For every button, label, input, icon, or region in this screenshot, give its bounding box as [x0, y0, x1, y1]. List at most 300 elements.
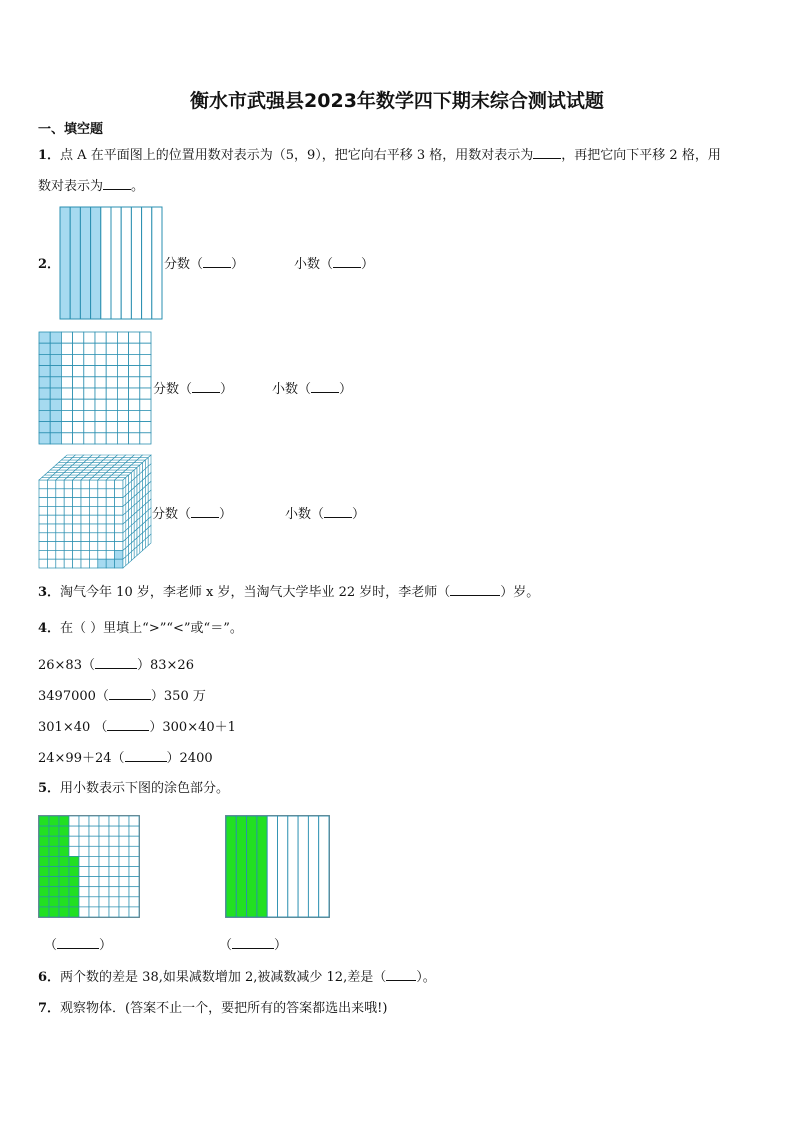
- grid-cell: [99, 856, 109, 866]
- grid-cell: [73, 332, 84, 343]
- cube-front-cell: [56, 533, 64, 542]
- grid-cell: [49, 867, 59, 877]
- cube-front-cell: [56, 524, 64, 533]
- grid-cell: [140, 433, 151, 444]
- grid-cell: [109, 897, 119, 907]
- grid-cell: [119, 907, 129, 917]
- grid-cell: [109, 856, 119, 866]
- answer-blank[interactable]: [107, 719, 149, 731]
- grid-cell: [119, 856, 129, 866]
- grid-cell: [129, 354, 140, 365]
- cube-front-cell: [64, 498, 72, 507]
- cube-front-cell: [98, 480, 106, 489]
- grid-cell: [106, 354, 117, 365]
- grid-cell: [79, 867, 89, 877]
- grid-cell: [50, 343, 61, 354]
- grid-cell: [129, 836, 139, 846]
- question-1-line-1: [38, 147, 721, 164]
- cube-front-cell: [64, 515, 72, 524]
- grid-cell: [119, 836, 129, 846]
- grid-cell: [69, 907, 79, 917]
- decimal-answer: （ ）: [44, 938, 113, 953]
- grid-cell: [99, 877, 109, 887]
- question-7: 7．观察物体．(答案不止一个，要把所有的答案都选出来哦!): [38, 1001, 388, 1016]
- grid-cell: [73, 377, 84, 388]
- page-title: 衡水市武强县2023年数学四下期末综合测试试题: [190, 90, 604, 112]
- grid-cell: [73, 410, 84, 421]
- cube-front-cell: [89, 524, 97, 533]
- strip-cell: [91, 207, 101, 319]
- cube-front-cell: [115, 515, 123, 524]
- answer-blank[interactable]: [533, 147, 561, 159]
- cube-front-cell: [39, 524, 47, 533]
- question-number: 3．: [38, 585, 61, 600]
- grid-cell: [39, 877, 49, 887]
- strip-cell: [298, 816, 308, 917]
- grid-cell: [95, 377, 106, 388]
- grid-cell: [79, 826, 89, 836]
- grid-cell: [89, 867, 99, 877]
- question-4: 4．在（ ）里填上“>”“<”或“＝”。: [38, 621, 243, 636]
- grid-cell: [69, 836, 79, 846]
- answer-blank[interactable]: [450, 584, 500, 596]
- grid-cell: [95, 388, 106, 399]
- cube-front-cell: [64, 506, 72, 515]
- grid-cell: [49, 816, 59, 826]
- cube-front-cell: [73, 489, 81, 498]
- grid-cell: [140, 354, 151, 365]
- grid-cell: [50, 410, 61, 421]
- grid-cell: [50, 433, 61, 444]
- hundred-grid-figure: [38, 331, 152, 445]
- question-1-line-2: [38, 178, 144, 195]
- grid-cell: [73, 433, 84, 444]
- answer-blank[interactable]: [192, 381, 220, 393]
- grid-cell: [39, 856, 49, 866]
- cube-front-cell: [115, 559, 123, 568]
- grid-cell: [84, 366, 95, 377]
- grid-cell: [39, 399, 50, 410]
- cube-front-cell: [39, 550, 47, 559]
- grid-cell: [109, 826, 119, 836]
- grid-cell: [79, 836, 89, 846]
- green-ten-strip-figure: [225, 815, 330, 918]
- grid-cell: [109, 816, 119, 826]
- grid-cell: [79, 887, 89, 897]
- cube-front-cell: [73, 550, 81, 559]
- compare-item: 3497000（ ）350 万: [38, 689, 206, 704]
- cube-front-cell: [64, 489, 72, 498]
- grid-cell: [84, 410, 95, 421]
- grid-cell: [39, 422, 50, 433]
- grid-cell: [84, 354, 95, 365]
- cube-front-cell: [39, 542, 47, 551]
- cube-front-cell: [47, 533, 55, 542]
- grid-cell: [129, 388, 140, 399]
- grid-cell: [79, 877, 89, 887]
- grid-cell: [140, 388, 151, 399]
- cube-front-cell: [39, 515, 47, 524]
- cube-front-cell: [89, 506, 97, 515]
- cube-front-cell: [64, 550, 72, 559]
- grid-cell: [49, 826, 59, 836]
- ten-strip-figure: [59, 206, 163, 320]
- grid-cell: [39, 366, 50, 377]
- cube-front-cell: [47, 542, 55, 551]
- grid-cell: [39, 836, 49, 846]
- cube-front-cell: [106, 550, 114, 559]
- grid-cell: [79, 816, 89, 826]
- grid-cell: [39, 343, 50, 354]
- strip-cell: [101, 207, 111, 319]
- grid-cell: [99, 907, 109, 917]
- grid-cell: [119, 826, 129, 836]
- grid-cell: [129, 422, 140, 433]
- grid-cell: [129, 433, 140, 444]
- grid-cell: [49, 897, 59, 907]
- grid-cell: [140, 343, 151, 354]
- cube-front-cell: [115, 550, 123, 559]
- question-number: 1．: [38, 148, 61, 163]
- cube-front-cell: [81, 480, 89, 489]
- cube-front-cell: [73, 506, 81, 515]
- answer-blank[interactable]: [95, 657, 137, 669]
- grid-cell: [89, 816, 99, 826]
- grid-cell: [129, 816, 139, 826]
- grid-cell: [59, 846, 69, 856]
- grid-cell: [129, 332, 140, 343]
- grid-cell: [109, 907, 119, 917]
- grid-cell: [49, 877, 59, 887]
- grid-cell: [119, 816, 129, 826]
- grid-cell: [89, 887, 99, 897]
- grid-cell: [117, 422, 128, 433]
- cube-front-cell: [106, 533, 114, 542]
- grid-cell: [73, 388, 84, 399]
- answer-blank[interactable]: [191, 506, 219, 518]
- grid-cell: [39, 433, 50, 444]
- strip-cell: [121, 207, 131, 319]
- grid-cell: [69, 816, 79, 826]
- grid-cell: [61, 422, 72, 433]
- grid-cell: [59, 897, 69, 907]
- question-number: 6．: [38, 970, 61, 985]
- grid-cell: [109, 877, 119, 887]
- decimal-answer: 小数（ ）: [285, 507, 366, 522]
- strip-cell: [80, 207, 90, 319]
- grid-cell: [89, 877, 99, 887]
- grid-cell: [89, 856, 99, 866]
- answer-blank[interactable]: [109, 688, 151, 700]
- decimal-answer: 小数（ ）: [272, 382, 353, 397]
- cube-front-cell: [81, 524, 89, 533]
- grid-cell: [59, 836, 69, 846]
- grid-cell: [129, 877, 139, 887]
- grid-cell: [95, 343, 106, 354]
- strip-cell: [288, 816, 298, 917]
- question-number: 7．: [38, 1001, 61, 1016]
- compare-item: 24×99＋24（ ）2400: [38, 751, 213, 766]
- grid-cell: [79, 856, 89, 866]
- question-text: 点 A 在平面图上的位置用数对表示为（5，9），把它向右平移 3 格，用数对表示为: [60, 148, 534, 163]
- grid-cell: [50, 399, 61, 410]
- grid-cell: [106, 410, 117, 421]
- grid-cell: [73, 354, 84, 365]
- section-header: 一、填空题: [38, 122, 104, 137]
- question-number: 5．: [38, 781, 61, 796]
- grid-cell: [59, 907, 69, 917]
- grid-cell: [61, 433, 72, 444]
- grid-cell: [117, 433, 128, 444]
- cube-front-cell: [115, 524, 123, 533]
- grid-cell: [95, 366, 106, 377]
- grid-cell: [95, 422, 106, 433]
- grid-cell: [73, 366, 84, 377]
- strip-cell: [226, 816, 236, 917]
- cube-front-cell: [98, 524, 106, 533]
- cube-front-cell: [115, 498, 123, 507]
- cube-front-cell: [73, 542, 81, 551]
- grid-cell: [129, 897, 139, 907]
- strip-cell: [111, 207, 121, 319]
- grid-cell: [73, 343, 84, 354]
- cube-front-cell: [98, 515, 106, 524]
- grid-cell: [49, 836, 59, 846]
- grid-cell: [49, 907, 59, 917]
- cube-front-cell: [47, 506, 55, 515]
- grid-cell: [39, 410, 50, 421]
- cube-front-cell: [98, 550, 106, 559]
- grid-cell: [129, 377, 140, 388]
- grid-cell: [106, 332, 117, 343]
- question-5: 5．用小数表示下图的涂色部分。: [38, 781, 230, 796]
- grid-cell: [79, 897, 89, 907]
- grid-cell: [106, 388, 117, 399]
- grid-cell: [140, 422, 151, 433]
- grid-cell: [129, 366, 140, 377]
- grid-cell: [59, 826, 69, 836]
- grid-cell: [50, 366, 61, 377]
- strip-cell: [308, 816, 318, 917]
- cube-front-cell: [56, 480, 64, 489]
- cube-front-cell: [106, 489, 114, 498]
- grid-cell: [84, 377, 95, 388]
- answer-blank[interactable]: [311, 381, 339, 393]
- cube-front-cell: [47, 524, 55, 533]
- grid-cell: [69, 877, 79, 887]
- cube-front-cell: [81, 533, 89, 542]
- grid-cell: [106, 399, 117, 410]
- answer-blank[interactable]: [125, 750, 167, 762]
- cube-front-cell: [106, 524, 114, 533]
- cube-front-cell: [73, 559, 81, 568]
- grid-cell: [129, 846, 139, 856]
- grid-cell: [99, 826, 109, 836]
- cube-front-cell: [81, 489, 89, 498]
- grid-cell: [39, 388, 50, 399]
- grid-cell: [69, 856, 79, 866]
- grid-cell: [50, 388, 61, 399]
- cube-front-cell: [89, 489, 97, 498]
- cube-front-cell: [98, 559, 106, 568]
- grid-cell: [79, 907, 89, 917]
- cube-front-cell: [73, 515, 81, 524]
- grid-cell: [117, 399, 128, 410]
- cube-front-cell: [89, 542, 97, 551]
- strip-cell: [142, 207, 152, 319]
- grid-cell: [61, 410, 72, 421]
- cube-front-cell: [81, 498, 89, 507]
- grid-cell: [61, 343, 72, 354]
- grid-cell: [61, 354, 72, 365]
- cube-front-cell: [106, 480, 114, 489]
- grid-cell: [129, 907, 139, 917]
- grid-cell: [140, 399, 151, 410]
- grid-cell: [99, 887, 109, 897]
- grid-cell: [117, 343, 128, 354]
- grid-cell: [106, 422, 117, 433]
- cube-front-cell: [64, 542, 72, 551]
- grid-cell: [69, 887, 79, 897]
- grid-cell: [84, 433, 95, 444]
- grid-cell: [50, 354, 61, 365]
- grid-cell: [39, 907, 49, 917]
- grid-cell: [61, 377, 72, 388]
- grid-cell: [49, 887, 59, 897]
- question-text: 。: [131, 179, 145, 194]
- answer-blank[interactable]: [333, 256, 361, 268]
- cube-front-cell: [106, 542, 114, 551]
- cube-front-cell: [115, 542, 123, 551]
- cube-front-cell: [106, 559, 114, 568]
- compare-item: 26×83（ ）83×26: [38, 658, 194, 673]
- cube-front-cell: [115, 480, 123, 489]
- grid-cell: [119, 877, 129, 887]
- grid-cell: [106, 343, 117, 354]
- cube-front-cell: [98, 498, 106, 507]
- grid-cell: [140, 410, 151, 421]
- grid-cell: [69, 826, 79, 836]
- cube-front-cell: [81, 515, 89, 524]
- strip-cell: [236, 816, 246, 917]
- cube-front-cell: [39, 506, 47, 515]
- answer-blank[interactable]: [386, 969, 416, 981]
- grid-cell: [89, 897, 99, 907]
- strip-cell: [131, 207, 141, 319]
- grid-cell: [39, 897, 49, 907]
- grid-cell: [140, 366, 151, 377]
- grid-cell: [84, 343, 95, 354]
- grid-cell: [39, 887, 49, 897]
- grid-cell: [39, 332, 50, 343]
- grid-cell: [73, 399, 84, 410]
- cube-front-cell: [115, 533, 123, 542]
- green-hundred-grid-figure: [38, 815, 140, 918]
- grid-cell: [95, 332, 106, 343]
- cube-front-cell: [56, 542, 64, 551]
- grid-cell: [89, 846, 99, 856]
- answer-blank[interactable]: [57, 937, 99, 949]
- grid-cell: [69, 846, 79, 856]
- question-number: 4．: [38, 621, 61, 636]
- question-6: 6．两个数的差是 38,如果减数增加 2,被减数减少 12,差是（ ）。: [38, 970, 436, 985]
- cube-front-cell: [56, 515, 64, 524]
- grid-cell: [50, 332, 61, 343]
- answer-blank[interactable]: [232, 937, 274, 949]
- cube-front-cell: [47, 498, 55, 507]
- grid-cell: [50, 377, 61, 388]
- cube-front-cell: [106, 498, 114, 507]
- thousand-cube-figure: [38, 454, 152, 569]
- answer-blank[interactable]: [103, 178, 131, 190]
- strip-cell: [70, 207, 80, 319]
- grid-cell: [129, 856, 139, 866]
- fraction-answer: 分数（ ）: [153, 382, 234, 397]
- grid-cell: [95, 410, 106, 421]
- grid-cell: [129, 343, 140, 354]
- grid-cell: [61, 332, 72, 343]
- strip-cell: [60, 207, 70, 319]
- cube-front-cell: [89, 480, 97, 489]
- cube-front-cell: [39, 533, 47, 542]
- grid-cell: [95, 354, 106, 365]
- grid-cell: [140, 332, 151, 343]
- grid-cell: [39, 816, 49, 826]
- grid-cell: [79, 846, 89, 856]
- cube-front-cell: [98, 542, 106, 551]
- grid-cell: [69, 897, 79, 907]
- cube-front-cell: [56, 506, 64, 515]
- grid-cell: [119, 897, 129, 907]
- cube-front-cell: [73, 498, 81, 507]
- grid-cell: [59, 867, 69, 877]
- grid-cell: [99, 867, 109, 877]
- cube-front-cell: [89, 550, 97, 559]
- grid-cell: [129, 826, 139, 836]
- grid-cell: [89, 836, 99, 846]
- answer-blank[interactable]: [203, 256, 231, 268]
- cube-front-cell: [64, 480, 72, 489]
- grid-cell: [109, 846, 119, 856]
- cube-front-cell: [39, 489, 47, 498]
- grid-cell: [89, 826, 99, 836]
- grid-cell: [73, 422, 84, 433]
- cube-front-cell: [73, 480, 81, 489]
- strip-cell: [267, 816, 277, 917]
- grid-cell: [84, 388, 95, 399]
- answer-blank[interactable]: [324, 506, 352, 518]
- grid-cell: [39, 867, 49, 877]
- cube-front-cell: [89, 515, 97, 524]
- grid-cell: [84, 422, 95, 433]
- compare-item: 301×40 （ ）300×40＋1: [38, 720, 236, 735]
- grid-cell: [61, 399, 72, 410]
- grid-cell: [99, 816, 109, 826]
- fraction-answer: 分数（ ）: [164, 257, 245, 272]
- cube-front-cell: [56, 559, 64, 568]
- cube-front-cell: [98, 489, 106, 498]
- grid-cell: [99, 846, 109, 856]
- cube-front-cell: [81, 550, 89, 559]
- grid-cell: [39, 846, 49, 856]
- grid-cell: [99, 836, 109, 846]
- question-number: 2．: [38, 257, 61, 272]
- grid-cell: [119, 846, 129, 856]
- strip-cell: [278, 816, 288, 917]
- grid-cell: [106, 377, 117, 388]
- grid-cell: [140, 377, 151, 388]
- cube-front-cell: [115, 489, 123, 498]
